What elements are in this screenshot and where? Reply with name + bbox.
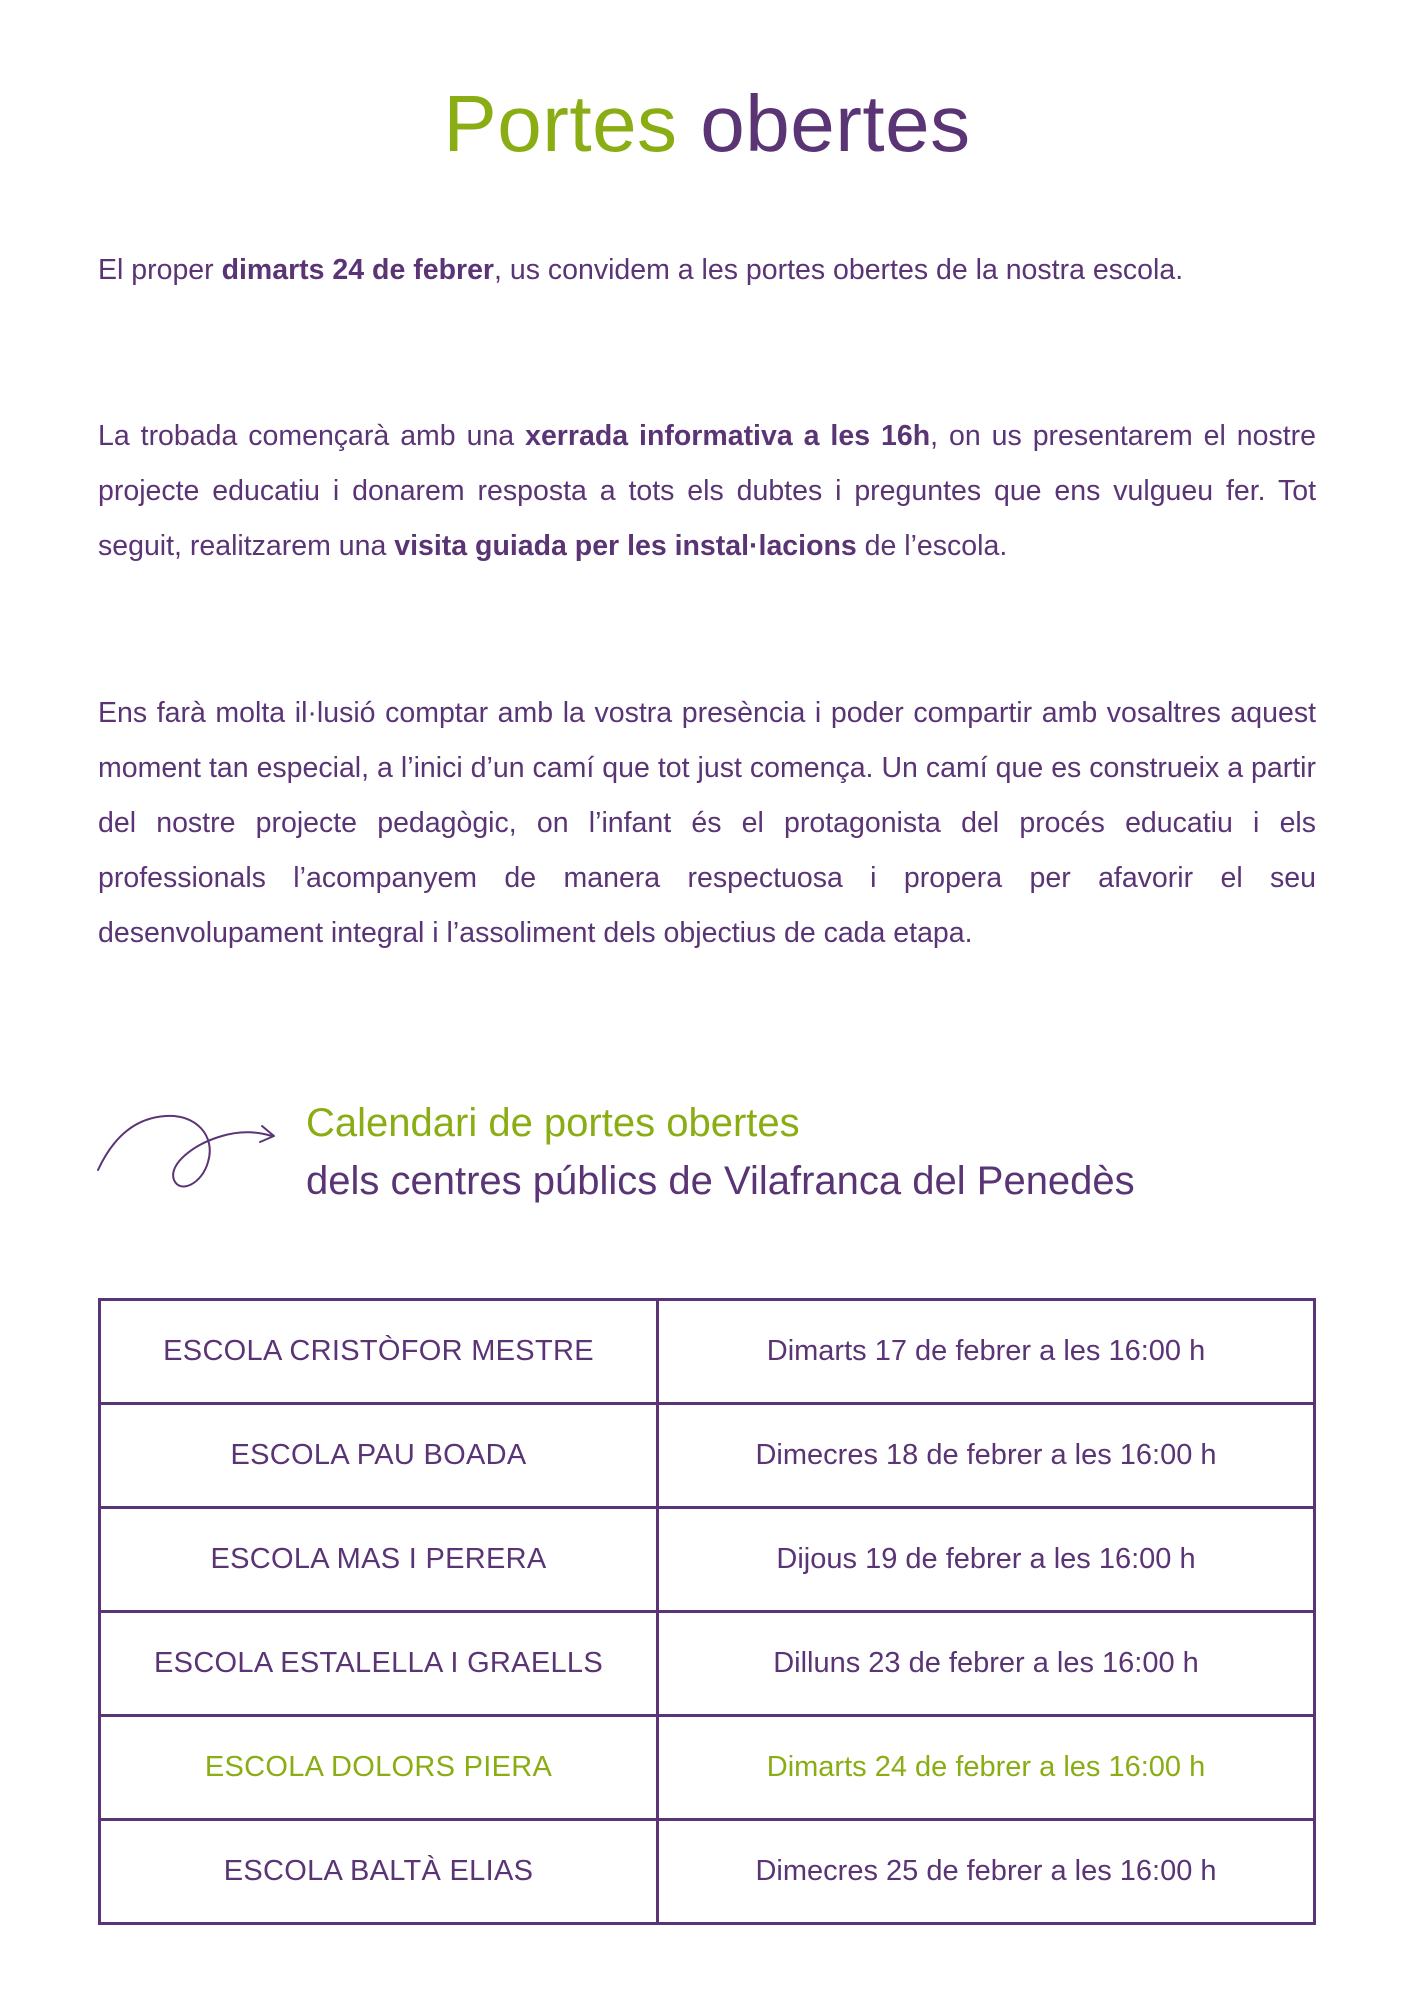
p2-text-middle: , on us presentarem el nostre projecte educatiu i donarem resposta a tots els dubtes i preguntes que ens vulgueu fer. Tot seguit, realitzarem una (98, 420, 1316, 562)
intro-paragraph-2 (98, 409, 1316, 574)
school-cell: ESCOLA MAS I PERERA (100, 1508, 658, 1612)
p2-text-after: de l’escola. (856, 530, 1008, 562)
school-cell: ESCOLA PAU BOADA (100, 1404, 658, 1508)
calendar-heading-line1: Calendari de portes obertes (306, 1101, 800, 1145)
date-cell: Dimarts 17 de febrer a les 16:00 h (658, 1300, 1315, 1404)
table-row (100, 1820, 1315, 1924)
p1-text-after: , us convidem a les portes obertes de la nostra escola. (494, 254, 1184, 286)
table-row (100, 1612, 1315, 1716)
table-row (100, 1404, 1315, 1508)
p2-text-before: La trobada començarà amb una (98, 420, 526, 452)
school-cell: ESCOLA BALTÀ ELIAS (100, 1820, 658, 1924)
intro-paragraph-1 (98, 243, 1316, 298)
table-row-highlighted (100, 1716, 1315, 1820)
school-cell: ESCOLA ESTALELLA I GRAELLS (100, 1612, 658, 1716)
swirl-arrow-icon (96, 1108, 282, 1204)
page-title (0, 80, 1414, 168)
p1-text-before: El proper (98, 254, 222, 286)
p2-talk-bold: xerrada informativa a les 16h (525, 420, 931, 452)
title-word-obertes: obertes (700, 79, 971, 168)
title-word-portes: Portes (443, 79, 678, 168)
table-row (100, 1300, 1315, 1404)
p2-visit-bold: visita guiada per les instal·lacions (394, 530, 857, 562)
school-cell: ESCOLA CRISTÒFOR MESTRE (100, 1300, 658, 1404)
date-cell: Dimecres 18 de febrer a les 16:00 h (658, 1404, 1315, 1508)
intro-paragraph-3: Ens farà molta il·lusió comptar amb la vostra presència i poder compartir amb vosaltres aquest moment tan especial, a l’inici d’un camí que tot just comença. Un camí que es construeix a partir del nostre projecte pedagògic, on l’infant és el protagonista del procés educatiu i els professionals l’acompanyem de manera respectuosa i propera per afavorir el seu desenvolupament integral i l’assoliment dels objectius de cada etapa. (98, 697, 1316, 949)
date-cell: Dilluns 23 de febrer a les 16:00 h (658, 1612, 1315, 1716)
date-cell: Dimarts 24 de febrer a les 16:00 h (658, 1716, 1315, 1820)
school-cell: ESCOLA DOLORS PIERA (100, 1716, 658, 1820)
date-cell: Dimecres 25 de febrer a les 16:00 h (658, 1820, 1315, 1924)
calendar-heading (306, 1094, 1135, 1210)
open-days-table (98, 1298, 1316, 1925)
calendar-heading-line2: dels centres públics de Vilafranca del Penedès (306, 1159, 1135, 1203)
p1-date-bold: dimarts 24 de febrer (221, 254, 495, 286)
date-cell: Dijous 19 de febrer a les 16:00 h (658, 1508, 1315, 1612)
table-row (100, 1508, 1315, 1612)
